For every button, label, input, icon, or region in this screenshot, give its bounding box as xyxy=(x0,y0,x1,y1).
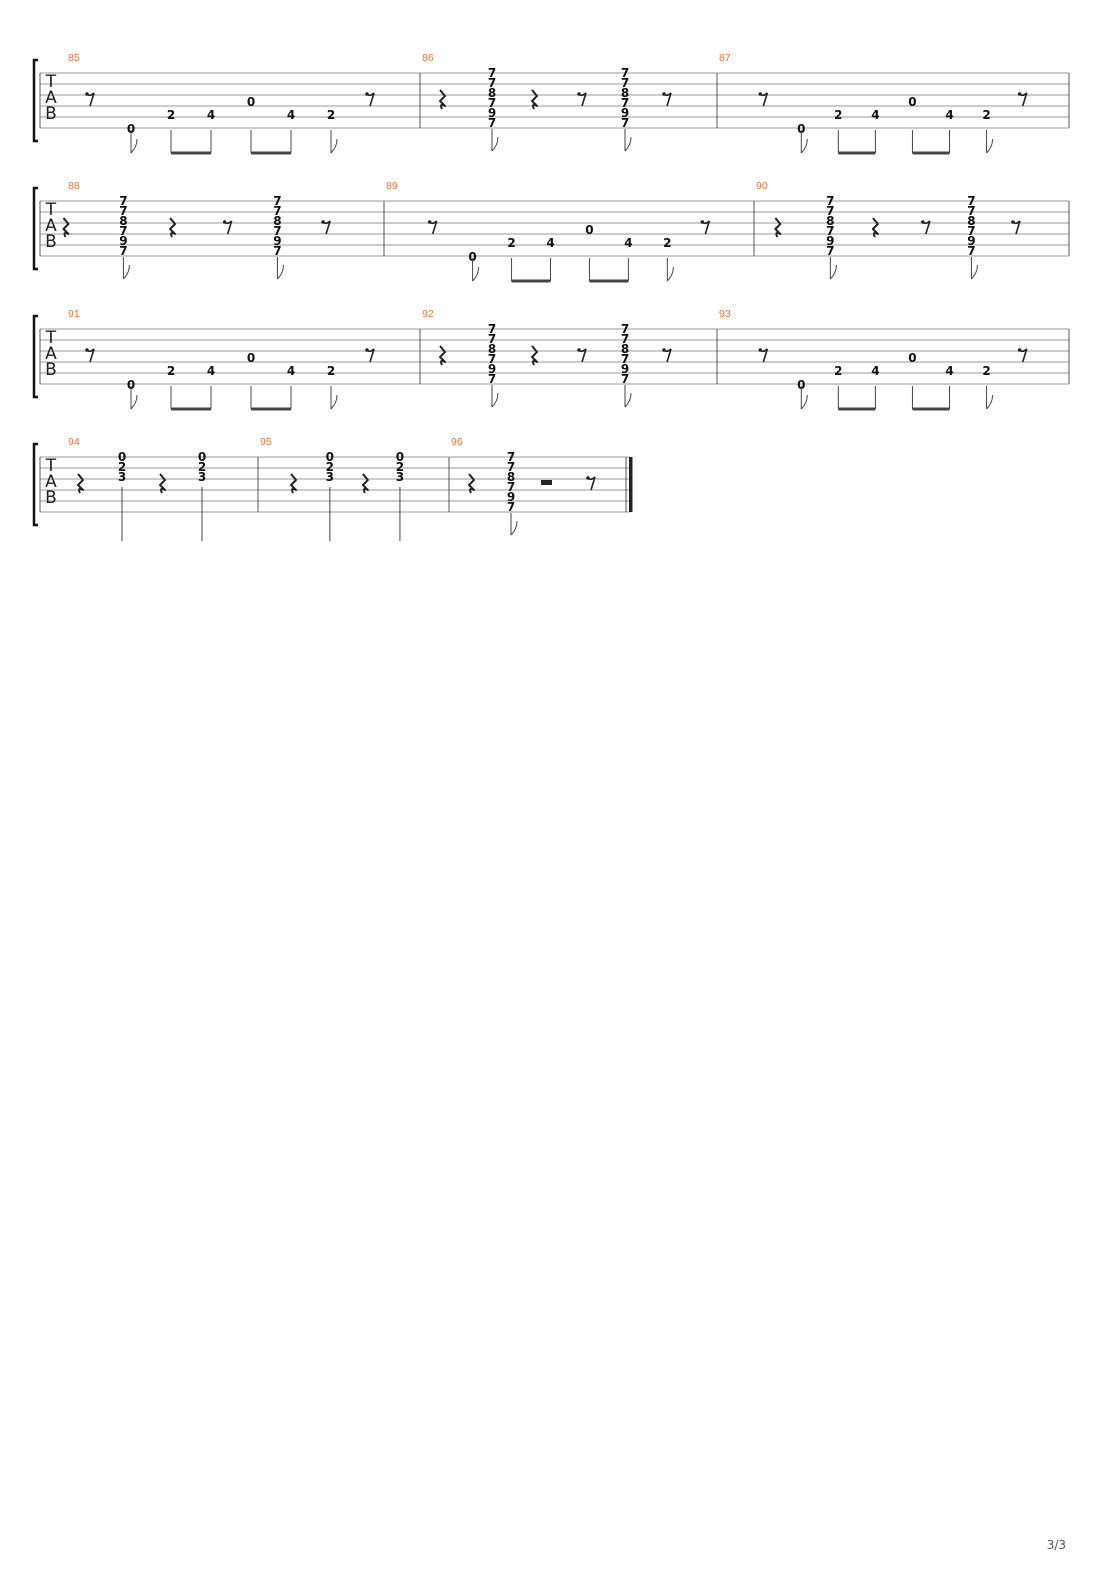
fret-number: 7 xyxy=(506,480,516,494)
note-flag xyxy=(331,395,337,409)
fret-number: 7 xyxy=(967,224,976,238)
tab-clef-a: A xyxy=(45,88,57,108)
tab-clef-b: B xyxy=(45,360,57,380)
measure-number: 96 xyxy=(451,436,463,448)
half-rest xyxy=(541,480,552,485)
note-flag xyxy=(277,265,283,279)
note-flag xyxy=(492,393,498,407)
fret-number: 7 xyxy=(273,244,282,258)
fret-number: 8 xyxy=(119,214,128,228)
note-flag xyxy=(625,137,631,151)
fret-number: 7 xyxy=(487,352,497,366)
note-flag xyxy=(830,265,836,279)
note-flag xyxy=(801,395,807,409)
eighth-rest-dot xyxy=(921,220,925,224)
eighth-rest-dot xyxy=(759,348,763,352)
fret-number: 7 xyxy=(273,194,282,208)
measure-95 xyxy=(260,436,404,541)
fret-number: 7 xyxy=(620,322,630,336)
fret-number: 7 xyxy=(119,204,128,218)
fret-number: 7 xyxy=(620,352,630,366)
measure-94 xyxy=(68,436,206,541)
note-flag xyxy=(971,265,977,279)
fret-number: 4 xyxy=(206,364,216,378)
fret-number: 0 xyxy=(197,450,207,464)
fret-number: 0 xyxy=(126,122,136,136)
fret-number: 2 xyxy=(982,364,991,378)
fret-number: 2 xyxy=(982,108,991,122)
fret-number: 9 xyxy=(273,234,282,248)
measure-87 xyxy=(719,52,1027,153)
fret-number: 9 xyxy=(119,234,128,248)
fret-number: 8 xyxy=(826,214,835,228)
measure-89 xyxy=(386,180,709,281)
eighth-rest-dot xyxy=(1011,220,1015,224)
measure-number: 88 xyxy=(68,180,80,192)
note-flag xyxy=(625,393,631,407)
fret-number: 4 xyxy=(871,364,880,378)
measure-number: 89 xyxy=(386,180,398,192)
tab-system xyxy=(34,52,1069,153)
system-bracket xyxy=(34,444,38,525)
fret-number: 7 xyxy=(620,332,630,346)
measure-number: 94 xyxy=(68,436,80,448)
fret-number: 8 xyxy=(620,86,630,100)
note-flag xyxy=(987,139,993,153)
fret-number: 0 xyxy=(797,122,806,136)
fret-number: 7 xyxy=(967,244,976,258)
system-bracket xyxy=(34,188,38,269)
fret-number: 2 xyxy=(507,236,516,250)
fret-number: 7 xyxy=(487,76,497,90)
fret-number: 7 xyxy=(487,116,497,130)
fret-number: 8 xyxy=(487,86,497,100)
fret-number: 0 xyxy=(908,95,917,109)
fret-number: 8 xyxy=(487,342,497,356)
fret-number: 7 xyxy=(620,116,630,130)
fret-number: 2 xyxy=(166,364,176,378)
fret-number: 3 xyxy=(197,470,207,484)
fret-number: 2 xyxy=(197,460,207,474)
fret-number: 4 xyxy=(286,364,296,378)
tab-clef-b: B xyxy=(45,104,57,124)
fret-number: 7 xyxy=(506,500,516,514)
measure-number: 92 xyxy=(422,308,434,320)
fret-number: 9 xyxy=(487,362,497,376)
measure-number: 86 xyxy=(422,52,434,64)
measure-92 xyxy=(422,308,671,407)
fret-number: 9 xyxy=(620,362,630,376)
fret-number: 7 xyxy=(506,450,516,464)
tab-clef-t: T xyxy=(45,456,57,476)
fret-number: 2 xyxy=(326,364,336,378)
note-flag xyxy=(511,521,517,535)
note-flag xyxy=(667,267,673,281)
fret-number: 7 xyxy=(487,332,497,346)
fret-number: 0 xyxy=(585,223,594,237)
fret-number: 2 xyxy=(834,364,843,378)
tab-clef-t: T xyxy=(45,328,57,348)
fret-number: 0 xyxy=(797,378,806,392)
fret-number: 7 xyxy=(967,204,976,218)
measure-85 xyxy=(68,52,374,153)
system-bracket xyxy=(34,60,38,141)
eighth-rest-dot xyxy=(1018,92,1022,96)
eighth-rest-dot xyxy=(85,348,89,352)
fret-number: 9 xyxy=(826,234,835,248)
note-flag xyxy=(473,267,479,281)
tab-clef-a: A xyxy=(45,472,57,492)
tab-clef-b: B xyxy=(45,488,57,508)
fret-number: 4 xyxy=(945,364,954,378)
note-flag xyxy=(492,137,498,151)
fret-number: 7 xyxy=(620,66,630,80)
note-flag xyxy=(131,395,137,409)
measure-88 xyxy=(63,180,330,279)
measure-91 xyxy=(68,308,374,409)
eighth-rest-dot xyxy=(85,92,89,96)
fret-number: 2 xyxy=(395,460,405,474)
fret-number: 9 xyxy=(967,234,976,248)
system-bracket xyxy=(34,316,38,397)
tab-clef-a: A xyxy=(45,344,57,364)
fret-number: 7 xyxy=(620,76,630,90)
measure-96 xyxy=(451,436,595,535)
fret-number: 8 xyxy=(967,214,976,228)
eighth-rest-dot xyxy=(759,92,763,96)
fret-number: 0 xyxy=(246,351,256,365)
fret-number: 7 xyxy=(826,194,835,208)
fret-number: 7 xyxy=(826,224,835,238)
note-flag xyxy=(131,139,137,153)
fret-number: 2 xyxy=(326,108,336,122)
fret-number: 0 xyxy=(246,95,256,109)
fret-number: 7 xyxy=(967,194,976,208)
eighth-rest-dot xyxy=(1018,348,1022,352)
measure-number: 93 xyxy=(719,308,731,320)
fret-number: 8 xyxy=(506,470,516,484)
fret-number: 0 xyxy=(117,450,127,464)
fret-number: 7 xyxy=(826,204,835,218)
fret-number: 2 xyxy=(166,108,176,122)
measure-90 xyxy=(756,180,1020,279)
fret-number: 0 xyxy=(395,450,405,464)
eighth-rest-dot xyxy=(223,220,227,224)
measure-number: 91 xyxy=(68,308,80,320)
fret-number: 0 xyxy=(325,450,335,464)
eighth-rest-dot xyxy=(662,92,666,96)
fret-number: 2 xyxy=(117,460,127,474)
fret-number: 2 xyxy=(325,460,335,474)
fret-number: 4 xyxy=(871,108,880,122)
fret-number: 7 xyxy=(273,224,282,238)
eighth-rest-dot xyxy=(321,220,325,224)
fret-number: 7 xyxy=(826,244,835,258)
fret-number: 4 xyxy=(206,108,216,122)
fret-number: 4 xyxy=(286,108,296,122)
eighth-rest-dot xyxy=(365,348,369,352)
note-flag xyxy=(331,139,337,153)
eighth-rest-dot xyxy=(577,92,581,96)
fret-number: 7 xyxy=(487,96,497,110)
eighth-rest-dot xyxy=(586,476,590,480)
fret-number: 4 xyxy=(945,108,954,122)
fret-number: 9 xyxy=(620,106,630,120)
fret-number: 3 xyxy=(325,470,335,484)
fret-number: 4 xyxy=(546,236,555,250)
fret-number: 7 xyxy=(620,96,630,110)
note-flag xyxy=(123,265,129,279)
tab-clef-b: B xyxy=(45,232,57,252)
final-barline xyxy=(629,457,633,512)
fret-number: 7 xyxy=(119,224,128,238)
measure-number: 85 xyxy=(68,52,80,64)
fret-number: 8 xyxy=(620,342,630,356)
measure-number: 95 xyxy=(260,436,272,448)
fret-number: 7 xyxy=(487,372,497,386)
fret-number: 7 xyxy=(620,372,630,386)
fret-number: 0 xyxy=(908,351,917,365)
tab-system xyxy=(34,308,1069,409)
fret-number: 4 xyxy=(624,236,633,250)
fret-number: 7 xyxy=(506,460,516,474)
tab-clef-a: A xyxy=(45,216,57,236)
fret-number: 9 xyxy=(487,106,497,120)
fret-number: 0 xyxy=(468,250,477,264)
measure-number: 87 xyxy=(719,52,731,64)
tab-clef-t: T xyxy=(45,200,57,220)
fret-number: 3 xyxy=(395,470,405,484)
page-number: 3/3 xyxy=(1046,1538,1066,1552)
eighth-rest-dot xyxy=(662,348,666,352)
tab-clef-t: T xyxy=(45,72,57,92)
fret-number: 2 xyxy=(663,236,672,250)
fret-number: 3 xyxy=(117,470,127,484)
tab-system xyxy=(34,436,633,541)
note-flag xyxy=(987,395,993,409)
fret-number: 2 xyxy=(834,108,843,122)
fret-number: 7 xyxy=(119,244,128,258)
eighth-rest-dot xyxy=(577,348,581,352)
tab-system xyxy=(34,180,1069,281)
eighth-rest-dot xyxy=(428,220,432,224)
eighth-rest-dot xyxy=(701,220,705,224)
measure-93 xyxy=(719,308,1027,409)
fret-number: 7 xyxy=(273,204,282,218)
measure-number: 90 xyxy=(756,180,768,192)
note-flag xyxy=(801,139,807,153)
fret-number: 7 xyxy=(487,66,497,80)
fret-number: 9 xyxy=(506,490,516,504)
fret-number: 8 xyxy=(273,214,282,228)
fret-number: 7 xyxy=(487,322,497,336)
fret-number: 7 xyxy=(119,194,128,208)
measure-86 xyxy=(422,52,671,151)
eighth-rest-dot xyxy=(365,92,369,96)
fret-number: 0 xyxy=(126,378,136,392)
